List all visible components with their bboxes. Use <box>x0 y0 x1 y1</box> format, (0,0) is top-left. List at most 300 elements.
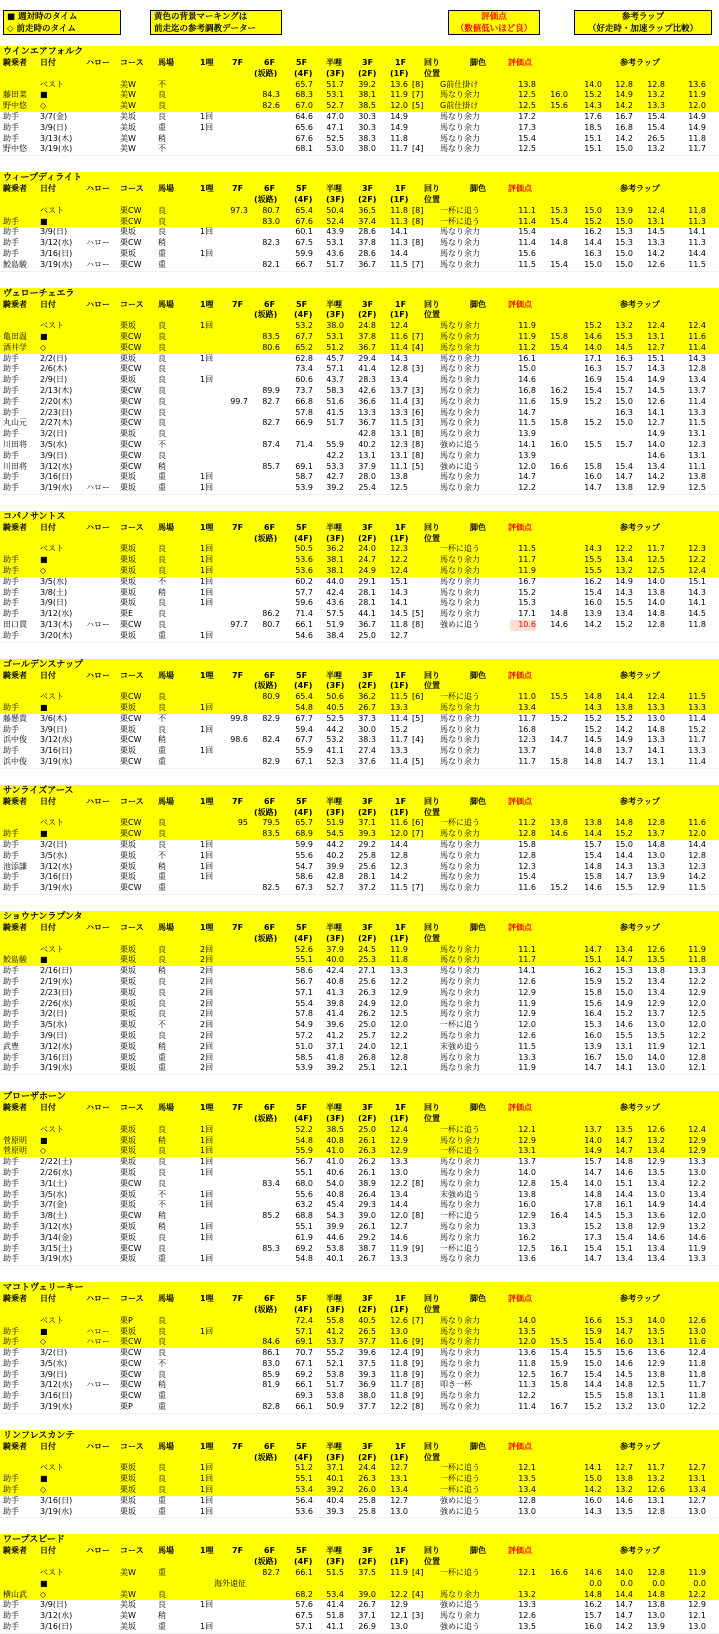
cell-mile: 2回 <box>200 987 214 997</box>
header-position-sub: 位置 <box>424 533 440 543</box>
table-row <box>0 1622 719 1633</box>
cell-mile: 1回 <box>200 111 214 121</box>
cell-three-f: 38.3 <box>358 133 376 143</box>
cell-lap-3: 14.2 <box>615 133 633 143</box>
header-half-mile: 半哩 <box>326 184 342 194</box>
cell-date: 2/23(日) <box>40 987 73 997</box>
cell-lap-5: 11.3 <box>688 216 706 226</box>
cell-track: 良 <box>158 555 166 565</box>
cell-course: 栗坂 <box>120 353 136 363</box>
cell-lap-1: 15.2 <box>550 883 568 893</box>
cell-leg-style: 一杯に追う <box>440 818 480 828</box>
table-row <box>0 840 719 851</box>
column-subheader-row <box>0 195 719 206</box>
cell-rider: 助手 <box>3 1211 19 1221</box>
cell-hallo: ハロー <box>86 238 110 248</box>
header-eval: 評価点 <box>508 1103 532 1113</box>
header-eval: 評価点 <box>508 796 532 806</box>
cell-three-f: 36.7 <box>358 342 376 352</box>
cell-rider: 丸山元 <box>3 418 27 428</box>
cell-eval-score: 12.9 <box>518 987 536 997</box>
cell-lap-1: 15.4 <box>550 216 568 226</box>
cell-three-f: 39.3 <box>358 829 376 839</box>
cell-track: 良 <box>158 1157 166 1167</box>
cell-half-mile: 51.6 <box>326 396 344 406</box>
header-6f-sub: (坂路) <box>254 1452 278 1462</box>
header-hallo: ハロー <box>86 796 110 806</box>
cell-eval-score: 11.9 <box>518 331 536 341</box>
cell-track: 良 <box>158 1178 166 1188</box>
table-row <box>0 1211 719 1222</box>
header-3f-sub: (2F) <box>358 1113 377 1123</box>
cell-track: 良 <box>158 998 166 1008</box>
cell-lap-5: 12.0 <box>688 1211 706 1221</box>
cell-lap-5: 12.1 <box>688 1041 706 1051</box>
cell-one-f: 13.3 <box>390 746 408 756</box>
cell-course: 栗坂 <box>120 1506 136 1516</box>
header-6f: 6F <box>264 1294 276 1304</box>
cell-five-f: 65.4 <box>295 692 313 702</box>
cell-half-mile: 39.3 <box>326 1506 344 1516</box>
cell-lap-2: 16.0 <box>584 598 602 608</box>
cell-track: 良 <box>158 724 166 734</box>
cell-lap-2: 14.3 <box>584 101 602 111</box>
cell-three-f: 24.4 <box>358 1463 376 1473</box>
legend-eval-sub: （数値低いほど良） <box>455 24 533 34</box>
cell-lap-3: 14.3 <box>615 861 633 871</box>
cell-rider: 助手 <box>3 1052 19 1062</box>
cell-five-f: 59.4 <box>295 724 313 734</box>
header-mile: 1哩 <box>200 670 214 680</box>
cell-eval-score: 11.4 <box>518 216 536 226</box>
header-hallo: ハロー <box>86 670 110 680</box>
cell-three-f: 24.0 <box>358 1041 376 1051</box>
cell-date: 3/12(水) <box>40 1041 73 1051</box>
cell-three-f: 36.7 <box>358 259 376 269</box>
column-subheader-row <box>0 310 719 321</box>
cell-hallo: ハロー <box>86 1337 110 1347</box>
cell-lap-4: 26.5 <box>647 133 665 143</box>
cell-track: 良 <box>158 364 166 374</box>
cell-lap-4: 12.6 <box>647 1124 665 1134</box>
cell-five-f: 68.9 <box>295 829 313 839</box>
cell-one-f: 11.4 <box>390 342 408 352</box>
cell-three-f: 26.9 <box>358 1622 376 1632</box>
cell-lap-3: 15.0 <box>615 216 633 226</box>
cell-rider: 助手 <box>3 238 19 248</box>
header-7f: 7F <box>232 184 244 194</box>
cell-lap-5: 13.4 <box>688 1485 706 1495</box>
cell-lap-2: 15.0 <box>584 205 602 215</box>
cell-leg-style: 馬なり余力 <box>440 1167 480 1177</box>
cell-three-f: 26.7 <box>358 1600 376 1610</box>
cell-mile: 1回 <box>200 703 214 713</box>
header-half-mile-sub: (3F) <box>326 194 345 204</box>
cell-lap-3: 15.3 <box>615 1315 633 1325</box>
cell-date: 3/9(日) <box>40 1369 68 1379</box>
cell-position: [8] <box>412 429 424 439</box>
cell-eval-score: 11.5 <box>518 259 536 269</box>
cell-five-f: 55.6 <box>295 1189 313 1199</box>
header-7f: 7F <box>232 58 244 67</box>
cell-date: 3/12(水) <box>40 238 73 248</box>
cell-lap-2: 15.2 <box>584 1221 602 1231</box>
cell-course: 栗坂 <box>120 483 136 493</box>
cell-date: ベスト <box>40 1463 64 1473</box>
table-row <box>0 1380 719 1391</box>
header-5f: 5F <box>296 184 308 194</box>
cell-five-f: 61.9 <box>295 1232 313 1242</box>
cell-date: 3/2(日) <box>40 840 68 850</box>
cell-one-f: 12.9 <box>390 1146 408 1156</box>
cell-lap-2: 17.6 <box>584 111 602 121</box>
cell-one-f: 12.2 <box>390 1402 408 1412</box>
cell-rider: 助手 <box>3 1200 19 1210</box>
column-header-row <box>0 300 719 311</box>
cell-leg-style: 馬なり余力 <box>440 703 480 713</box>
header-position-sub: 位置 <box>424 310 440 320</box>
cell-lap-5: 13.3 <box>688 1157 706 1167</box>
cell-course: 栗P <box>120 1402 133 1412</box>
table-row <box>0 483 719 494</box>
cell-lap-2: 15.2 <box>584 418 602 428</box>
cell-date: 3/19(水) <box>40 883 73 893</box>
cell-six-f: 80.7 <box>262 620 280 630</box>
cell-rider: 助手 <box>3 576 19 586</box>
cell-lap-2: 15.2 <box>584 713 602 723</box>
cell-three-f: 42.8 <box>358 429 376 439</box>
cell-course: 美坂 <box>120 122 136 132</box>
cell-rider: 田口貫 <box>3 620 27 630</box>
cell-one-f: 11.8 <box>390 1358 408 1368</box>
cell-one-f: 13.4 <box>390 1189 408 1199</box>
header-lap: 参考ラップ <box>620 796 660 806</box>
horse-section <box>0 1282 719 1414</box>
cell-course: 栗CW <box>120 1391 142 1401</box>
cell-rider: 酒井学 <box>3 342 27 352</box>
horse-section <box>0 1091 719 1266</box>
cell-leg-style: G前仕掛け <box>440 79 479 89</box>
cell-eval-score: 14.7 <box>518 407 536 417</box>
cell-six-f: 80.7 <box>262 205 280 215</box>
cell-date: 3/19(水) <box>40 1254 73 1264</box>
cell-five-f: 68.2 <box>295 1589 313 1599</box>
cell-rider: 助手 <box>3 1337 19 1347</box>
cell-half-mile: 51.7 <box>326 418 344 428</box>
cell-half-mile: 51.9 <box>326 620 344 630</box>
cell-half-mile: 44.0 <box>326 576 344 586</box>
header-7f: 7F <box>232 670 244 680</box>
cell-position: [9] <box>412 1391 424 1401</box>
header-mile: 1哩 <box>200 923 214 932</box>
cell-leg-style: 馬なり余力 <box>440 576 480 586</box>
cell-rider: 助手 <box>3 976 19 986</box>
cell-lap-5: 14.6 <box>688 1232 706 1242</box>
cell-track: 重 <box>158 1063 166 1073</box>
cell-one-f: 12.8 <box>390 364 408 374</box>
cell-three-f: 27.1 <box>358 966 376 976</box>
cell-rider: 助手 <box>3 375 19 385</box>
cell-eval-score: 15.0 <box>518 364 536 374</box>
header-5f-sub: (4F) <box>294 807 313 817</box>
cell-five-f: 58.6 <box>295 966 313 976</box>
cell-lap-4: 12.8 <box>647 818 665 828</box>
cell-position: [6] <box>412 818 424 828</box>
header-position: 回り <box>424 1294 440 1304</box>
cell-lap-5: 14.1 <box>688 598 706 608</box>
cell-lap-3: 16.3 <box>615 353 633 363</box>
cell-track: 稍 <box>158 1135 166 1145</box>
cell-date: 3/12(水) <box>40 1611 73 1621</box>
cell-five-f: 58.5 <box>295 1052 313 1062</box>
cell-five-f: 57.1 <box>295 1622 313 1632</box>
cell-rider: 助手 <box>3 1485 19 1495</box>
cell-lap-3: 14.7 <box>615 1326 633 1336</box>
cell-half-mile: 42.4 <box>326 966 344 976</box>
cell-lap-2: 16.2 <box>584 1600 602 1610</box>
cell-lap-4: 12.5 <box>647 566 665 576</box>
cell-date: 2/9(日) <box>40 375 68 385</box>
cell-lap-2: 14.7 <box>584 944 602 954</box>
cell-track: 良 <box>158 375 166 385</box>
header-half-mile: 半哩 <box>326 796 342 806</box>
cell-lap-3: 12.7 <box>615 1463 633 1473</box>
cell-lap-4: 14.9 <box>647 1200 665 1210</box>
cell-track: 稍 <box>158 1211 166 1221</box>
cell-course: 栗坂 <box>120 724 136 734</box>
cell-three-f: 29.2 <box>358 1232 376 1242</box>
cell-leg-style: 強めに追う <box>440 439 480 449</box>
cell-track: 稍 <box>158 966 166 976</box>
cell-lap-3: 15.2 <box>615 620 633 630</box>
cell-date: ■ <box>40 1135 48 1145</box>
cell-three-f: 37.9 <box>358 461 376 471</box>
cell-track: 不 <box>158 1189 166 1199</box>
header-position-sub: 位置 <box>424 68 440 78</box>
cell-seven-f: 97.7 <box>230 620 248 630</box>
cell-three-f: 25.6 <box>358 976 376 986</box>
cell-five-f: 55.9 <box>295 746 313 756</box>
cell-lap-2: 15.0 <box>584 259 602 269</box>
cell-lap-5: 12.0 <box>688 998 706 1008</box>
cell-lap-4: 14.5 <box>647 385 665 395</box>
cell-lap-2: 16.3 <box>584 248 602 258</box>
cell-lap-4: 13.5 <box>647 1030 665 1040</box>
header-3f: 3F <box>362 522 374 532</box>
table-row <box>0 588 719 599</box>
header-eval: 評価点 <box>508 1546 532 1556</box>
cell-one-f: 13.3 <box>390 407 408 417</box>
header-6f: 6F <box>264 923 276 932</box>
cell-leg-style: 馬なり余力 <box>440 1402 480 1412</box>
cell-track: 重 <box>158 1052 166 1062</box>
cell-date: 3/12(水) <box>40 609 73 619</box>
cell-lap-3: 14.7 <box>615 1135 633 1145</box>
cell-lap-3: 12.2 <box>615 544 633 554</box>
cell-five-f: 57.8 <box>295 407 313 417</box>
cell-one-f: 12.8 <box>390 1052 408 1062</box>
cell-lap-4: 12.6 <box>647 259 665 269</box>
cell-lap-5: 11.6 <box>688 331 706 341</box>
header-rider: 騎乗者 <box>3 923 27 932</box>
header-date: 日付 <box>40 1294 56 1304</box>
cell-rider: 菅原明 <box>3 1146 27 1156</box>
header-date: 日付 <box>40 1103 56 1113</box>
cell-lap-4: 13.6 <box>647 1211 665 1221</box>
cell-mile: 1回 <box>200 1189 214 1199</box>
cell-lap-4: 14.8 <box>647 724 665 734</box>
cell-lap-5: 13.3 <box>688 407 706 417</box>
cell-date: 3/16(日) <box>40 1052 73 1062</box>
cell-half-mile: 53.1 <box>326 238 344 248</box>
header-half-mile: 半哩 <box>326 1294 342 1304</box>
cell-lap-3: 14.4 <box>615 1589 633 1599</box>
cell-lap-3: 13.4 <box>615 609 633 619</box>
header-track: 馬場 <box>158 1546 174 1556</box>
cell-leg-style: 末強め追う <box>440 1041 480 1051</box>
cell-position: [7] <box>412 259 424 269</box>
header-date: 日付 <box>40 670 56 680</box>
cell-three-f: 25.0 <box>358 1020 376 1030</box>
cell-track: 良 <box>158 90 166 100</box>
header-5f-sub: (4F) <box>294 533 313 543</box>
table-row <box>0 217 719 228</box>
table-row <box>0 429 719 440</box>
cell-eval-score: 17.3 <box>518 122 536 132</box>
cell-five-f: 60.1 <box>295 227 313 237</box>
cell-lap-2: 14.0 <box>584 1135 602 1145</box>
header-position-sub: 位置 <box>424 1557 440 1567</box>
cell-five-f: 57.8 <box>295 1009 313 1019</box>
cell-leg-style: 一杯に追う <box>440 1474 480 1484</box>
cell-track: 良 <box>158 598 166 608</box>
cell-one-f: 12.1 <box>390 1611 408 1621</box>
table-row <box>0 1136 719 1147</box>
cell-lap-5: 13.3 <box>688 703 706 713</box>
legend-lap-sub: （好走時・加速ラップ比較） <box>587 24 699 34</box>
cell-lap-2: 15.1 <box>584 955 602 965</box>
cell-position: [3] <box>412 1611 424 1621</box>
cell-mile: 1回 <box>200 483 214 493</box>
cell-leg-style: 馬なり余力 <box>440 144 480 154</box>
cell-position: [7] <box>412 883 424 893</box>
cell-half-mile: 51.8 <box>326 1611 344 1621</box>
cell-three-f: 26.1 <box>358 1167 376 1177</box>
cell-position: [3] <box>412 364 424 374</box>
cell-track: 重 <box>158 1254 166 1264</box>
cell-lap-5: 11.9 <box>688 1568 706 1578</box>
cell-lap-5: 12.9 <box>688 1600 706 1610</box>
cell-lap-2: 13.9 <box>584 1041 602 1051</box>
table-row <box>0 462 719 473</box>
cell-lap-5: 12.3 <box>688 439 706 449</box>
cell-five-f: 73.7 <box>295 385 313 395</box>
cell-lap-3: 13.2 <box>615 566 633 576</box>
cell-lap-3: 15.4 <box>615 1232 633 1242</box>
header-1f-sub: (1F) <box>390 1557 409 1567</box>
header-course: コース <box>120 923 144 932</box>
cell-three-f: 40.2 <box>358 439 376 449</box>
cell-track: 良 <box>158 987 166 997</box>
cell-course: 栗坂 <box>120 630 136 640</box>
cell-seven-f: 97.3 <box>230 205 248 215</box>
cell-lap-3: 14.7 <box>615 472 633 482</box>
header-5f: 5F <box>296 522 308 532</box>
cell-course: 美W <box>120 90 136 100</box>
cell-rider: 助手 <box>3 883 19 893</box>
cell-track: 良 <box>158 1600 166 1610</box>
header-3f-sub: (2F) <box>358 807 377 817</box>
cell-lap-4: 13.3 <box>647 238 665 248</box>
cell-date: ◇ <box>40 566 47 576</box>
column-header-row <box>0 923 719 934</box>
cell-course: 栗坂 <box>120 576 136 586</box>
cell-lap-3: 14.3 <box>615 587 633 597</box>
cell-one-f: 13.6 <box>390 79 408 89</box>
cell-date: 3/19(水) <box>40 259 73 269</box>
cell-track: 良 <box>158 331 166 341</box>
header-5f: 5F <box>296 1103 308 1113</box>
cell-lap-1: 15.2 <box>550 713 568 723</box>
cell-mile: 2回 <box>200 1041 214 1051</box>
cell-one-f: 14.1 <box>390 598 408 608</box>
header-3f: 3F <box>362 1103 374 1113</box>
cell-eval-score: 12.6 <box>518 1611 536 1621</box>
cell-eval-score: 13.5 <box>518 1326 536 1336</box>
table-row <box>0 354 719 365</box>
cell-one-f: 11.8 <box>390 1391 408 1401</box>
table-row <box>0 1157 719 1168</box>
cell-date: 3/19(水) <box>40 1063 73 1073</box>
cell-lap-5: 13.0 <box>688 1167 706 1177</box>
cell-leg-style: 馬なり余力 <box>440 429 480 439</box>
cell-lap-5: 11.6 <box>688 1337 706 1347</box>
cell-position: [8] <box>412 79 424 89</box>
cell-leg-style: 馬なり余力 <box>440 259 480 269</box>
cell-track: 良 <box>158 620 166 630</box>
cell-half-mile: 40.5 <box>326 703 344 713</box>
cell-one-f: 12.4 <box>390 1124 408 1134</box>
header-1f-sub: (1F) <box>390 1304 409 1314</box>
cell-lap-5: 11.4 <box>688 396 706 406</box>
cell-lap-3: 14.8 <box>615 1380 633 1390</box>
table-row <box>0 692 719 703</box>
cell-half-mile: 40.6 <box>326 1167 344 1177</box>
cell-lap-5: 12.3 <box>688 861 706 871</box>
header-mile: 1哩 <box>200 299 214 309</box>
cell-lap-3: 14.6 <box>615 1020 633 1030</box>
table-row <box>0 238 719 249</box>
cell-one-f: 12.5 <box>390 483 408 493</box>
header-3f: 3F <box>362 184 374 194</box>
header-rider: 騎乗者 <box>3 670 27 680</box>
cell-course: 美W <box>120 79 136 89</box>
cell-lap-2: 14.1 <box>584 1463 602 1473</box>
header-track: 馬場 <box>158 58 174 67</box>
cell-lap-5: 11.8 <box>688 1358 706 1368</box>
cell-three-f: 25.0 <box>358 630 376 640</box>
cell-seven-f: 海外遠征 <box>214 1578 246 1588</box>
cell-date: 3/16(日) <box>40 472 73 482</box>
cell-date: 2/22(土) <box>40 1157 73 1167</box>
cell-date: 3/16(日) <box>40 1391 73 1401</box>
cell-track: 稍 <box>158 1380 166 1390</box>
cell-track: 重 <box>158 1495 166 1505</box>
table-row <box>0 1244 719 1255</box>
cell-eval-score: 12.5 <box>518 101 536 111</box>
cell-mile: 1回 <box>200 321 214 331</box>
cell-one-f: 12.3 <box>390 861 408 871</box>
